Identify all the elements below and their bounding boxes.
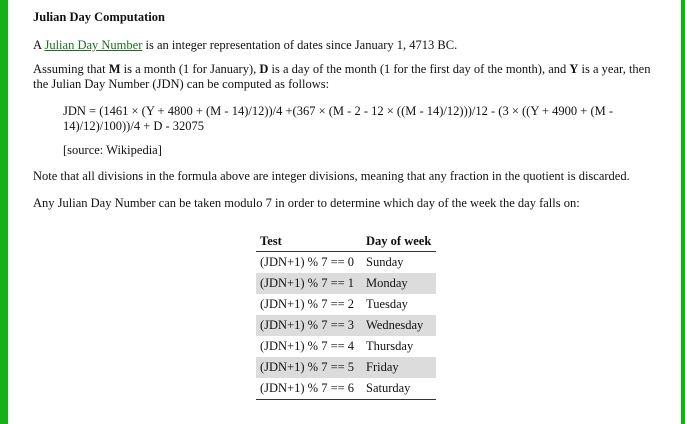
variable-m: M xyxy=(108,62,121,76)
table-header-row xyxy=(256,230,436,252)
right-border xyxy=(681,0,685,424)
table-row xyxy=(256,294,436,315)
table-row xyxy=(256,273,436,294)
page-title: Julian Day Computation xyxy=(33,10,165,24)
table-row xyxy=(256,378,436,400)
formula-source: [source: Wikipedia] xyxy=(63,143,162,157)
table-row xyxy=(256,336,436,357)
assumption-text-2: is a month (1 for January), xyxy=(120,62,260,76)
test-cell: (JDN+1) % 7 == 4 xyxy=(260,339,355,353)
header-test: Test xyxy=(256,230,362,252)
day-cell: Saturday xyxy=(362,378,436,400)
day-cell: Friday xyxy=(362,357,436,378)
test-cell: (JDN+1) % 7 == 3 xyxy=(256,315,362,336)
jdn-formula: JDN = (1461 × (Y + 4800 + (M - 14)/12))/4 +(367 × (M - 2 - 12 × ((M - 14)/12)))/12 - (3 × ((Y + 4900 + (M - 14)/12)/100))/4 + D - 32075 xyxy=(63,104,614,133)
intro-suffix: is an integer representation of dates since January 1, 4713 BC. xyxy=(142,38,458,52)
article xyxy=(33,0,653,400)
day-cell: Tuesday xyxy=(366,297,408,311)
test-cell: (JDN+1) % 7 == 6 xyxy=(256,378,362,400)
assumption-paragraph xyxy=(33,62,653,92)
test-cell: (JDN+1) % 7 == 5 xyxy=(256,357,362,378)
header-day-of-week: Day of week xyxy=(362,230,436,252)
left-border xyxy=(0,0,8,424)
day-cell: Monday xyxy=(362,273,436,294)
integer-division-note: Note that all divisions in the formula above are integer divisions, meaning that any fraction in the quotient is discarded. xyxy=(33,169,630,183)
test-cell: (JDN+1) % 7 == 0 xyxy=(260,255,355,269)
variable-d: D xyxy=(259,62,269,76)
table-row xyxy=(256,357,436,378)
day-of-week-table xyxy=(256,230,436,400)
julian-day-number-link[interactable]: Julian Day Number xyxy=(44,38,143,52)
assumption-text-4: is a year, then the Julian Day Number (JDN) can be computed as follows: xyxy=(33,62,651,91)
assumption-text-3: is a day of the month (1 for the first day of the month), and xyxy=(268,62,570,76)
variable-y: Y xyxy=(569,62,579,76)
test-cell: (JDN+1) % 7 == 2 xyxy=(260,297,355,311)
day-cell: Wednesday xyxy=(362,315,436,336)
assumption-text-1: Assuming that xyxy=(33,62,109,76)
intro-prefix: A xyxy=(33,38,45,52)
test-cell: (JDN+1) % 7 == 1 xyxy=(256,273,362,294)
day-cell: Thursday xyxy=(366,339,414,353)
day-cell: Sunday xyxy=(366,255,404,269)
table-row xyxy=(256,315,436,336)
intro-paragraph xyxy=(33,38,653,53)
modulo-paragraph: Any Julian Day Number can be taken modulo 7 in order to determine which day of the week the day falls on: xyxy=(33,196,580,210)
table-row xyxy=(256,252,436,274)
